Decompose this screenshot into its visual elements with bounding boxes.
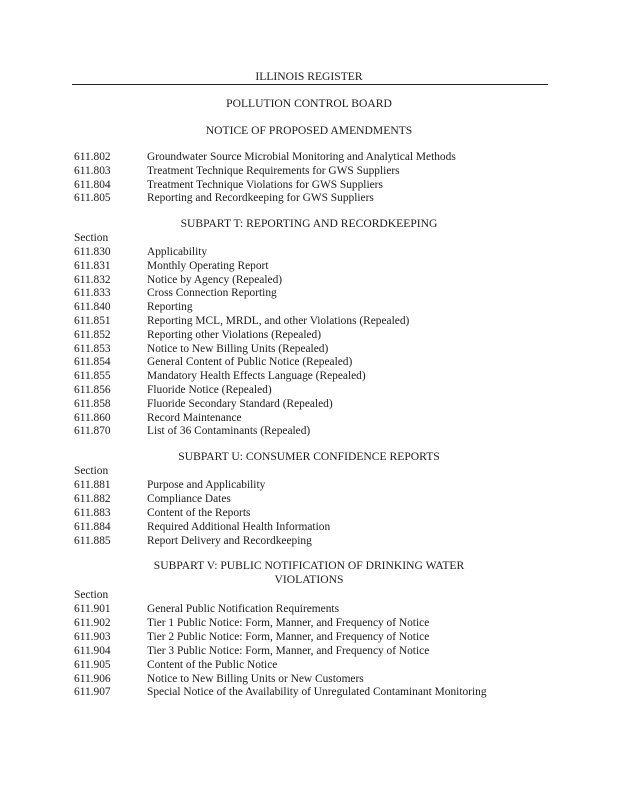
section-number: 611.802 (74, 151, 111, 163)
section-number: 611.906 (74, 672, 111, 685)
section-number: 611.803 (74, 164, 111, 177)
section-title: Tier 1 Public Notice: Form, Manner, and Frequency of Notice (147, 616, 430, 629)
subpart-t-heading: SUBPART T: REPORTING AND RECORDKEEPING (180, 217, 438, 230)
section-title: General Content of Public Notice (Repealed) (147, 356, 353, 369)
section-title: Required Additional Health Information (147, 520, 331, 533)
section-number: 611.831 (74, 259, 111, 272)
subpart-v-heading-line1: SUBPART V: PUBLIC NOTIFICATION OF DRINKING WATER (153, 559, 465, 572)
section-title: General Public Notification Requirements (147, 603, 340, 615)
section-row (0, 478, 618, 492)
section-row (0, 259, 618, 273)
section-number: 611.832 (74, 273, 111, 286)
section-number: 611.856 (74, 384, 111, 396)
header-rule (72, 84, 548, 85)
section-title: Special Notice of the Availability of Unregulated Contaminant Monitoring (147, 686, 487, 699)
section-row (0, 506, 618, 520)
section-title: Fluoride Secondary Standard (Repealed) (147, 397, 333, 410)
section-title: Treatment Technique Requirements for GWS Suppliers (147, 164, 400, 177)
register-title: ILLINOIS REGISTER (255, 70, 363, 83)
section-number: 611.855 (74, 370, 111, 383)
section-row (0, 534, 618, 548)
agency-name: POLLUTION CONTROL BOARD (226, 97, 392, 110)
section-row (0, 164, 618, 178)
notice-title: NOTICE OF PROPOSED AMENDMENTS (205, 124, 413, 137)
section-title: List of 36 Contaminants (Repealed) (147, 425, 311, 438)
section-number: 611.903 (74, 630, 111, 643)
section-title: Treatment Technique Violations for GWS Suppliers (147, 178, 383, 191)
section-title: Report Delivery and Recordkeeping (147, 534, 312, 547)
section-number: 611.830 (74, 246, 111, 258)
section-row (0, 191, 618, 205)
section-title: Applicability (147, 246, 208, 258)
section-row (0, 300, 618, 314)
section-number: 611.853 (74, 342, 111, 355)
section-row (0, 616, 618, 630)
section-number: 611.854 (74, 356, 111, 369)
section-title: Notice to New Billing Units or New Customers (147, 672, 364, 685)
section-number: 611.881 (74, 479, 111, 491)
section-title: Mandatory Health Effects Language (Repealed) (147, 370, 366, 383)
section-row (0, 273, 618, 287)
section-row (0, 630, 618, 644)
section-row (0, 644, 618, 658)
section-number: 611.902 (74, 616, 111, 629)
section-number: 611.870 (74, 425, 111, 438)
section-row (0, 411, 618, 425)
section-row (0, 355, 618, 369)
subpart-u-section-label (0, 464, 618, 478)
section-number: 611.804 (74, 178, 111, 191)
section-row (0, 602, 618, 616)
section-title: Tier 2 Public Notice: Form, Manner, and Frequency of Notice (147, 630, 430, 643)
subpart-v-section-label (0, 588, 618, 602)
section-title: Monthly Operating Report (147, 259, 269, 272)
section-title: Compliance Dates (147, 492, 231, 505)
section-number: 611.907 (74, 686, 111, 699)
section-number: 611.833 (74, 287, 111, 300)
section-number: 611.805 (74, 192, 111, 205)
section-row (0, 492, 618, 506)
section-title: Reporting (147, 301, 193, 314)
section-number: 611.852 (74, 328, 111, 341)
section-row (0, 383, 618, 397)
section-number: 611.840 (74, 301, 111, 314)
section-number: 611.904 (74, 644, 111, 657)
section-title: Fluoride Notice (Repealed) (147, 384, 272, 396)
section-title: Groundwater Source Microbial Monitoring and Analytical Methods (147, 151, 456, 163)
section-title: Reporting MCL, MRDL, and other Violations (Repealed) (147, 315, 410, 327)
section-row (0, 314, 618, 328)
section-number: 611.905 (74, 658, 111, 671)
section-label: Section (74, 465, 109, 477)
section-label: Section (74, 589, 109, 601)
section-number: 611.858 (74, 397, 111, 410)
section-title: Purpose and Applicability (147, 479, 266, 491)
section-row (0, 424, 618, 438)
section-row (0, 342, 618, 356)
section-number: 611.901 (74, 603, 111, 615)
section-number: 611.860 (74, 411, 111, 424)
section-row (0, 150, 618, 164)
section-row (0, 658, 618, 672)
section-number: 611.851 (74, 315, 111, 327)
section-title: Cross Connection Reporting (147, 287, 277, 300)
section-title: Reporting and Recordkeeping for GWS Suppliers (147, 192, 374, 205)
section-row (0, 286, 618, 300)
section-number: 611.885 (74, 534, 111, 547)
section-title: Tier 3 Public Notice: Form, Manner, and Frequency of Notice (147, 644, 430, 657)
section-title: Notice by Agency (Repealed) (147, 273, 283, 286)
section-row (0, 178, 618, 192)
section-row (0, 397, 618, 411)
section-title: Reporting other Violations (Repealed) (147, 328, 322, 341)
section-number: 611.882 (74, 492, 111, 505)
subpart-u-heading: SUBPART U: CONSUMER CONFIDENCE REPORTS (178, 450, 440, 463)
subpart-v-heading-line2: VIOLATIONS (274, 573, 344, 586)
section-title: Content of the Reports (147, 506, 251, 519)
section-title: Record Maintenance (147, 411, 242, 424)
section-row (0, 685, 618, 699)
section-title: Content of the Public Notice (147, 658, 278, 671)
section-row (0, 369, 618, 383)
section-title: Notice to New Billing Units (Repealed) (147, 342, 329, 355)
section-row (0, 520, 618, 534)
subpart-t-section-label (0, 231, 618, 245)
section-row (0, 672, 618, 686)
section-number: 611.884 (74, 520, 111, 533)
section-number: 611.883 (74, 506, 111, 519)
section-row (0, 245, 618, 259)
section-label: Section (74, 232, 109, 244)
section-row (0, 328, 618, 342)
